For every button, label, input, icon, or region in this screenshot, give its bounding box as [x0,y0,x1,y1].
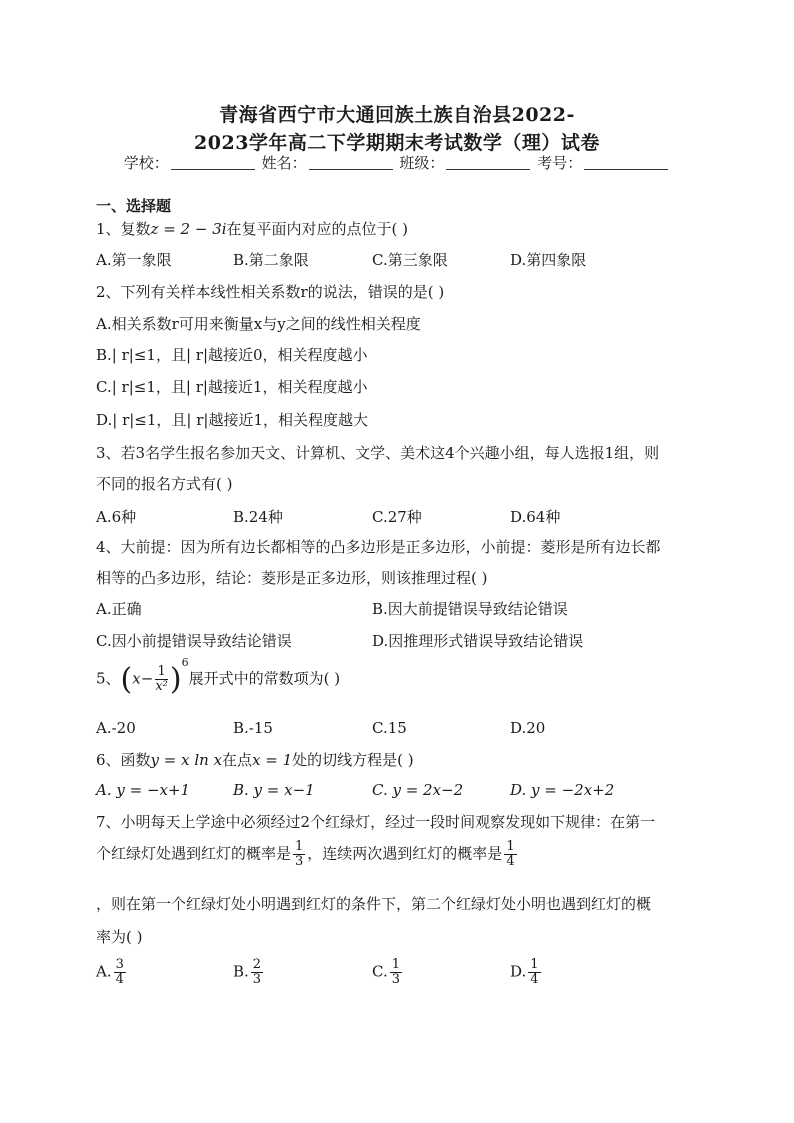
q6-option-d[interactable]: D. y = −2x+2 [510,781,615,799]
q6-point: x = 1 [252,751,293,769]
q6-text-a: 6、函数 [96,751,151,769]
q6-expr: y = x ln x [150,751,223,769]
q7-b-den: 3 [252,972,262,987]
q1-expr: z = 2 − 3i [150,220,227,238]
q7-b-fraction [251,958,263,987]
question-4-stem-line2: 相等的凸多边形，结论：菱形是正多边形，则该推理过程( ) [96,569,488,587]
q5-frac-den: x² [155,679,168,694]
q7-option-a[interactable] [96,958,128,987]
q7-text-b: ，连续两次遇到红灯的概率是 [307,844,503,863]
q7-a-fraction [114,958,126,987]
q4-option-c[interactable]: C.因小前提错误导致结论错误 [96,632,292,650]
question-2-stem: 2、下列有关样本线性相关系数r的说法，错误的是( ) [96,283,445,301]
q7-option-b[interactable] [233,958,265,987]
q6-option-b[interactable]: B. y = x−1 [233,781,315,799]
q7-a-label: A. [96,962,112,981]
q5-fraction [155,665,168,694]
question-7-stem-line2 [96,840,519,869]
q7-f1-den: 3 [295,854,304,869]
question-3-stem-line1: 3、若3名学生报名参加天文、计算机、文学、美术这4个兴趣小组，每人选报1组，则 [96,444,660,462]
q5-text: 展开式中的常数项为( ) [188,669,341,688]
class-blank[interactable] [446,155,530,170]
q7-fraction-2 [504,840,516,869]
q5-number: 5、 [96,669,121,688]
q5-option-b[interactable]: B.-15 [233,719,273,737]
q6-option-c[interactable]: C. y = 2x−2 [372,781,464,799]
question-7-stem-line3: ，则在第一个红绿灯处小明遇到红灯的条件下，第二个红绿灯处小明也遇到红灯的概 [96,895,652,913]
number-blank[interactable] [584,155,668,170]
q5-option-d[interactable]: D.20 [510,719,546,737]
number-label: 考号： [537,154,583,172]
q2-option-b[interactable]: B.| r|≤1，且| r|越接近0，相关程度越小 [96,346,368,364]
exam-title-line1: 青海省西宁市大通回族土族自治县2022- [219,104,575,126]
q5-left-paren: ( [120,662,133,697]
q2-option-a[interactable]: A.相关系数r可用来衡量x与y之间的线性相关程度 [96,315,421,333]
student-info-row [0,152,794,173]
school-blank[interactable] [171,155,255,170]
name-blank[interactable] [309,155,393,170]
q7-f2-num: 1 [506,839,515,854]
q7-c-label: C. [372,962,388,981]
question-6-stem [96,749,414,770]
q5-var-x: x [132,669,141,688]
section-title: 一、选择题 [96,197,172,215]
question-3-stem-line2: 不同的报名方式有( ) [96,475,233,493]
q7-f2-den: 4 [506,854,515,869]
name-label: 姓名： [261,154,307,172]
q6-text-c: 处的切线方程是( ) [292,751,414,769]
q7-d-num: 1 [530,957,539,972]
q4-option-a[interactable]: A.正确 [96,600,142,618]
q1-option-d[interactable]: D.第四象限 [510,251,587,269]
question-7-stem-line4: 率为( ) [96,928,143,946]
q7-d-label: D. [510,962,527,981]
q1-option-a[interactable]: A.第一象限 [96,251,172,269]
q7-c-den: 3 [391,972,400,987]
q7-text-a: 个红绿灯处遇到红灯的概率是 [96,844,292,863]
q3-option-d[interactable]: D.64种 [510,508,561,526]
q2-option-d[interactable]: D.| r|≤1，且| r|越接近1，相关程度越大 [96,411,369,429]
school-label: 学校： [123,154,169,172]
question-1-stem [96,218,408,239]
q1-text-a: 1、复数 [96,220,151,238]
q1-text-b: 在复平面内对应的点位于( ) [226,220,409,238]
q5-option-c[interactable]: C.15 [372,719,407,737]
question-4-stem-line1: 4、大前提：因为所有边长都相等的凸多边形是正多边形，小前提：菱形是所有边长都 [96,538,661,556]
q5-option-a[interactable]: A.-20 [96,719,136,737]
q7-b-num: 2 [252,957,262,972]
q3-option-b[interactable]: B.24种 [233,508,283,526]
exam-title-line2: 2023学年高二下学期期末考试数学（理）试卷 [194,132,600,154]
q1-option-c[interactable]: C.第三象限 [372,251,448,269]
question-5-stem [96,655,341,697]
q7-d-fraction [528,958,540,987]
q5-right-paren: ) [169,662,182,697]
q7-a-den: 4 [115,972,124,987]
q7-option-c[interactable] [372,958,404,987]
q5-exponent: 6 [181,655,189,669]
q3-option-a[interactable]: A.6种 [96,508,137,526]
q6-option-a[interactable]: A. y = −x+1 [96,781,191,799]
q1-option-b[interactable]: B.第二象限 [233,251,309,269]
class-label: 班级： [399,154,445,172]
q7-fraction-1 [293,840,305,869]
q7-option-d[interactable] [510,958,543,987]
q7-f1-num: 1 [295,839,304,854]
q5-frac-num: 1 [155,665,168,680]
q7-d-den: 4 [530,972,539,987]
q2-option-c[interactable]: C.| r|≤1，且| r|越接近1，相关程度越小 [96,378,368,396]
q7-a-num: 3 [115,957,124,972]
q3-option-c[interactable]: C.27种 [372,508,422,526]
q4-option-b[interactable]: B.因大前提错误导致结论错误 [372,600,568,618]
q7-b-label: B. [233,962,249,981]
q7-c-num: 1 [391,957,400,972]
question-7-stem-line1: 7、小明每天上学途中必须经过2个红绿灯，经过一段时间观察发现如下规律：在第一 [96,813,656,831]
q6-text-b: 在点 [222,751,253,769]
q7-c-fraction [390,958,402,987]
q5-minus: − [140,669,154,688]
q4-option-d[interactable]: D.因推理形式错误导致结论错误 [372,632,584,650]
